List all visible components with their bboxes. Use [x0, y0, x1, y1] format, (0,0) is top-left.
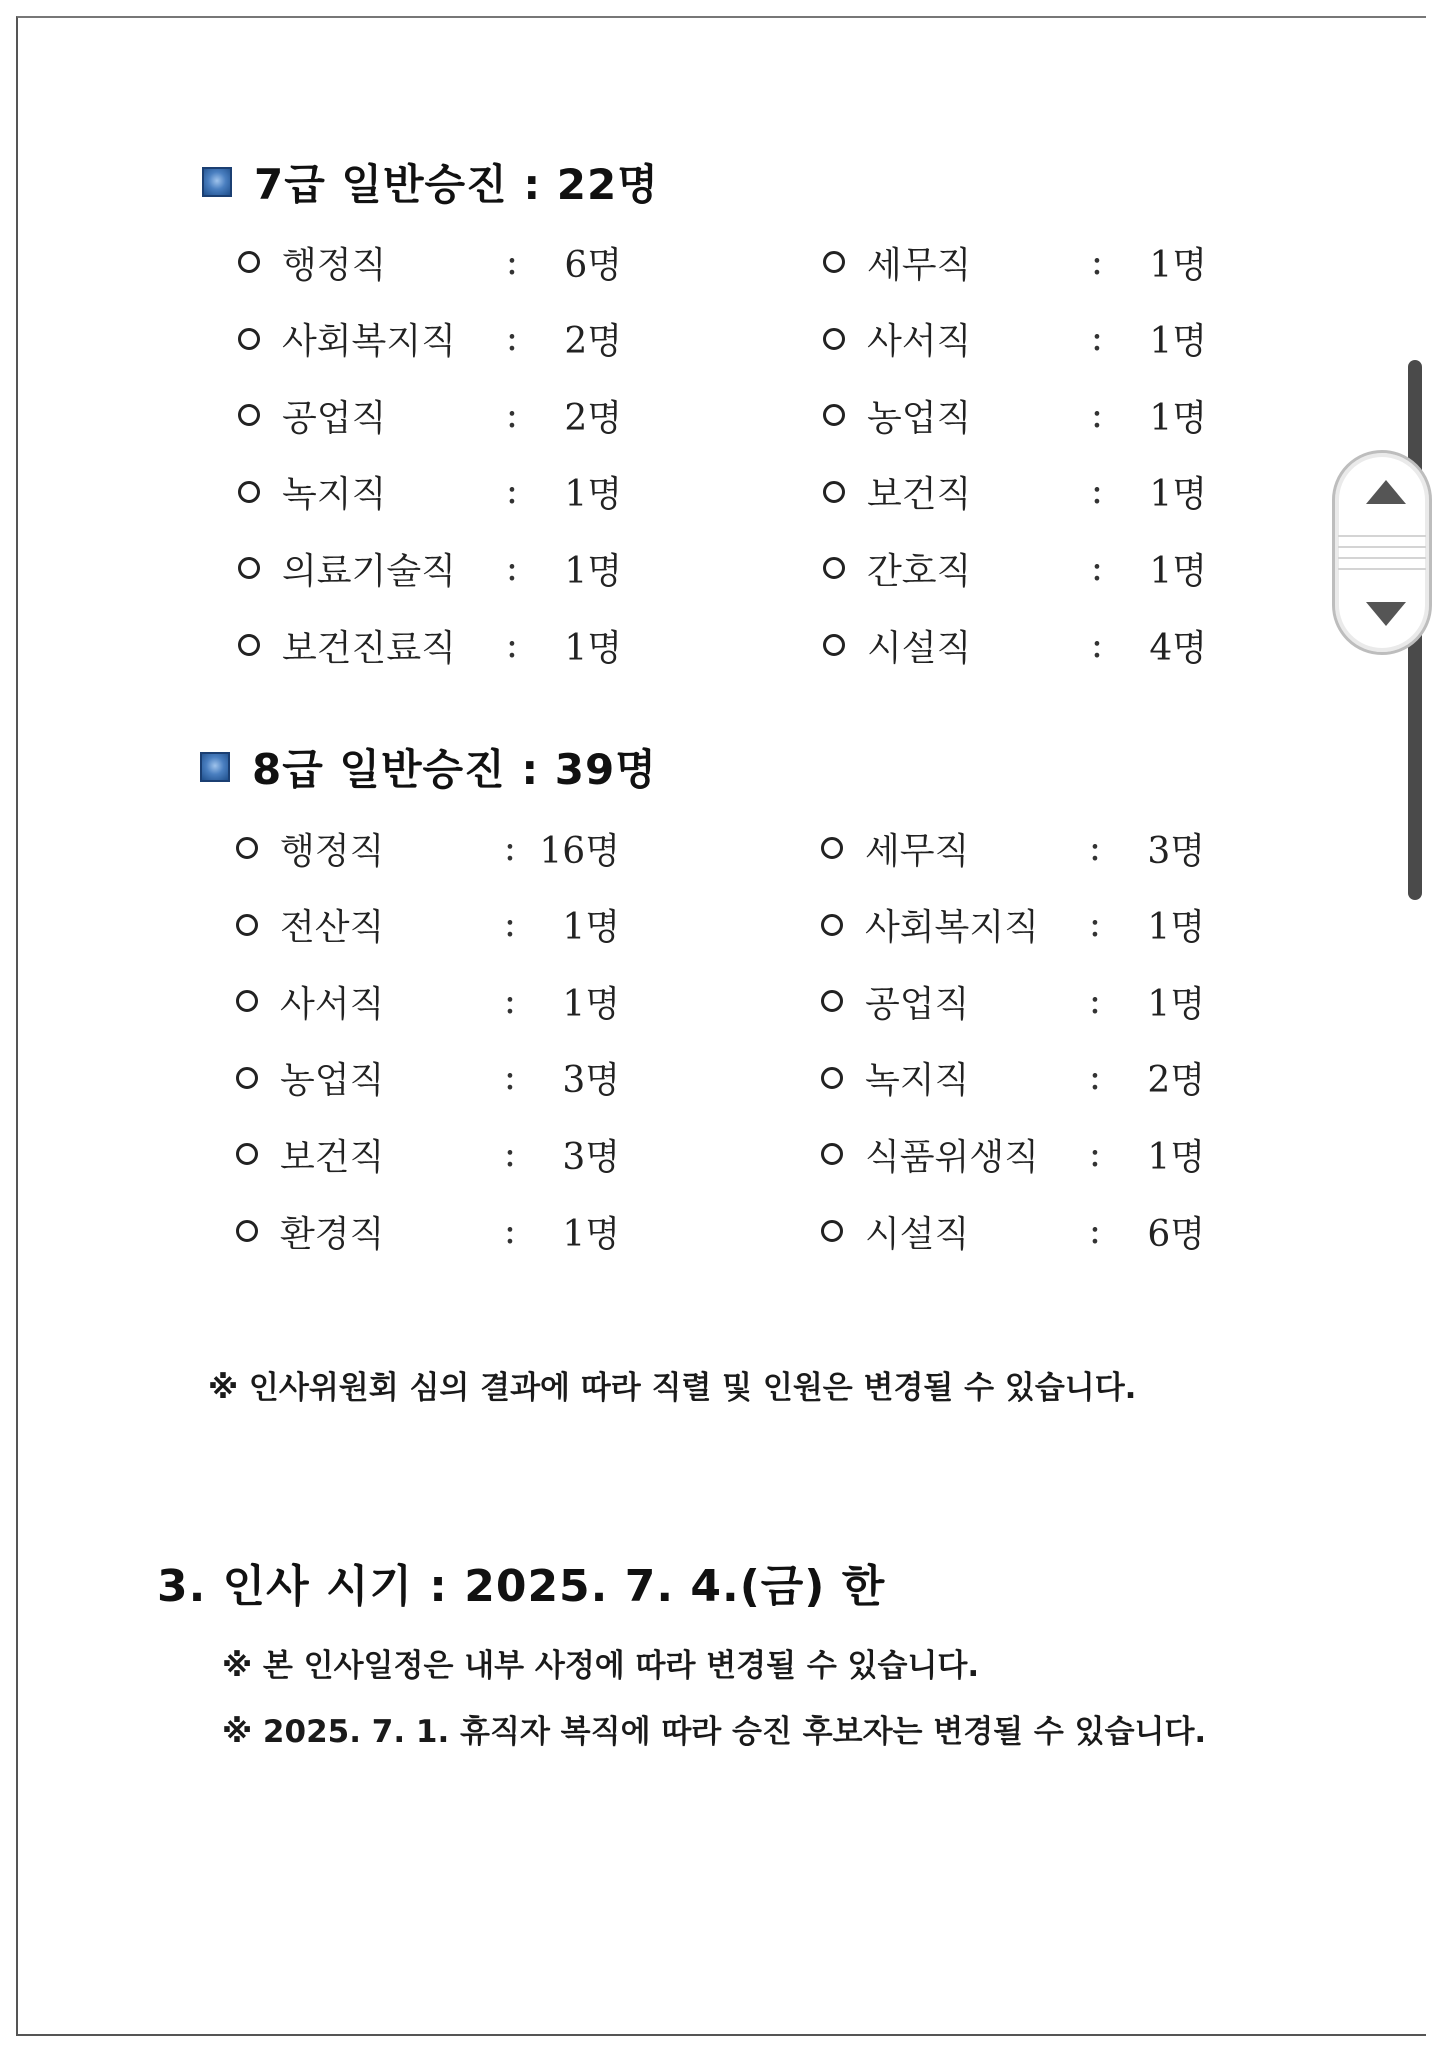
headcount: 6명	[1147, 1213, 1205, 1255]
circle-bullet-icon	[238, 404, 260, 426]
job-title: 식품위생직	[865, 1136, 1039, 1178]
circle-bullet-icon	[236, 1220, 258, 1242]
circle-bullet-icon	[236, 1143, 258, 1165]
headcount: 1명	[564, 550, 622, 592]
position-row	[238, 232, 622, 292]
colon-separator: :	[1090, 241, 1104, 283]
circle-bullet-icon	[823, 481, 845, 503]
position-row	[236, 1124, 620, 1184]
headcount: 1명	[1149, 550, 1207, 592]
circle-bullet-icon	[821, 1143, 843, 1165]
position-row	[236, 971, 620, 1031]
circle-bullet-icon	[821, 1220, 843, 1242]
job-title: 세무직	[867, 244, 972, 286]
job-title: 농업직	[867, 397, 972, 439]
headcount: 1명	[1149, 474, 1207, 516]
colon-separator: :	[1090, 318, 1104, 360]
colon-separator: :	[503, 827, 517, 869]
colon-separator: :	[1090, 471, 1104, 513]
colon-separator: :	[1088, 827, 1102, 869]
position-row	[238, 462, 622, 522]
position-row	[821, 1124, 1205, 1184]
colon-separator: :	[503, 980, 517, 1022]
section-title-text: 8급 일반승진 : 39명	[252, 745, 657, 794]
colon-separator: :	[1088, 1057, 1102, 1099]
headcount: 1명	[1147, 1136, 1205, 1178]
circle-bullet-icon	[823, 251, 845, 273]
circle-bullet-icon	[238, 557, 260, 579]
position-row	[236, 1048, 620, 1108]
circle-bullet-icon	[823, 557, 845, 579]
scroll-down-arrow-icon[interactable]	[1366, 602, 1406, 626]
position-row	[821, 1201, 1205, 1261]
circle-bullet-icon	[823, 404, 845, 426]
job-title: 사회복지직	[865, 907, 1039, 949]
timing-note-2: ※ 2025. 7. 1. 휴직자 복직에 따라 승진 후보자는 변경될 수 있습니다.	[222, 1714, 1207, 1750]
circle-bullet-icon	[823, 634, 845, 656]
circle-bullet-icon	[238, 328, 260, 350]
headcount: 3명	[1147, 830, 1205, 872]
headcount: 1명	[564, 474, 622, 516]
colon-separator: :	[505, 318, 519, 360]
circle-bullet-icon	[821, 990, 843, 1012]
colon-separator: :	[505, 547, 519, 589]
job-title: 시설직	[865, 1213, 970, 1255]
job-title: 사서직	[280, 983, 385, 1025]
job-title: 공업직	[282, 397, 387, 439]
colon-separator: :	[503, 1133, 517, 1175]
section-title-text: 7급 일반승진 : 22명	[254, 160, 659, 209]
blue-square-bullet-icon	[202, 167, 232, 197]
headcount: 1명	[562, 983, 620, 1025]
position-row	[236, 818, 620, 878]
position-row	[823, 385, 1207, 445]
headcount: 1명	[1147, 983, 1205, 1025]
position-row	[823, 615, 1207, 675]
headcount: 3명	[562, 1136, 620, 1178]
job-title: 보건직	[280, 1136, 385, 1178]
headcount: 2명	[564, 321, 622, 363]
job-title: 환경직	[280, 1213, 385, 1255]
circle-bullet-icon	[236, 837, 258, 859]
headcount: 1명	[562, 907, 620, 949]
job-title: 행정직	[280, 830, 385, 872]
position-row	[238, 538, 622, 598]
colon-separator: :	[1088, 904, 1102, 946]
position-row	[823, 232, 1207, 292]
circle-bullet-icon	[823, 328, 845, 350]
colon-separator: :	[1088, 1210, 1102, 1252]
job-title: 시설직	[867, 627, 972, 669]
headcount: 1명	[1149, 244, 1207, 286]
job-title: 농업직	[280, 1060, 385, 1102]
circle-bullet-icon	[238, 251, 260, 273]
colon-separator: :	[1090, 624, 1104, 666]
colon-separator: :	[1088, 980, 1102, 1022]
job-title: 녹지직	[282, 474, 387, 516]
scroll-grip-line	[1338, 557, 1426, 559]
change-note: ※ 인사위원회 심의 결과에 따라 직렬 및 인원은 변경될 수 있습니다.	[208, 1370, 1137, 1406]
job-title: 보건직	[867, 474, 972, 516]
position-row	[236, 1201, 620, 1261]
colon-separator: :	[505, 394, 519, 436]
circle-bullet-icon	[821, 914, 843, 936]
job-title: 행정직	[282, 244, 387, 286]
circle-bullet-icon	[236, 1067, 258, 1089]
headcount: 1명	[562, 1213, 620, 1255]
colon-separator: :	[503, 1210, 517, 1252]
colon-separator: :	[1090, 547, 1104, 589]
colon-separator: :	[503, 904, 517, 946]
job-title: 녹지직	[865, 1060, 970, 1102]
blue-square-bullet-icon	[200, 752, 230, 782]
position-row	[238, 615, 622, 675]
scroll-grip-line	[1338, 546, 1426, 548]
headcount: 4명	[1149, 627, 1207, 669]
timing-note-1: ※ 본 인사일정은 내부 사정에 따라 변경될 수 있습니다.	[222, 1648, 980, 1684]
scroll-up-arrow-icon[interactable]	[1366, 480, 1406, 504]
circle-bullet-icon	[236, 914, 258, 936]
circle-bullet-icon	[236, 990, 258, 1012]
position-row	[821, 971, 1205, 1031]
position-row	[238, 385, 622, 445]
position-row	[823, 538, 1207, 598]
circle-bullet-icon	[821, 837, 843, 859]
position-row	[821, 1048, 1205, 1108]
headcount: 2명	[1147, 1060, 1205, 1102]
job-title: 공업직	[865, 983, 970, 1025]
timing-heading: 3. 인사 시기 : 2025. 7. 4.(금) 한	[157, 1561, 886, 1612]
job-title: 전산직	[280, 907, 385, 949]
headcount: 3명	[562, 1060, 620, 1102]
colon-separator: :	[505, 241, 519, 283]
colon-separator: :	[503, 1057, 517, 1099]
position-row	[236, 895, 620, 955]
job-title: 보건진료직	[282, 627, 456, 669]
position-row	[238, 309, 622, 369]
headcount: 1명	[1149, 397, 1207, 439]
job-title: 사서직	[867, 321, 972, 363]
colon-separator: :	[505, 471, 519, 513]
position-row	[823, 462, 1207, 522]
circle-bullet-icon	[821, 1067, 843, 1089]
job-title: 의료기술직	[282, 550, 456, 592]
headcount: 1명	[564, 627, 622, 669]
section-title-grade7	[202, 152, 659, 212]
job-title: 간호직	[867, 550, 972, 592]
headcount: 1명	[1149, 321, 1207, 363]
position-row	[821, 895, 1205, 955]
scroll-grip-line	[1338, 568, 1426, 570]
headcount: 2명	[564, 397, 622, 439]
circle-bullet-icon	[238, 634, 260, 656]
position-row	[821, 818, 1205, 878]
job-title: 사회복지직	[282, 321, 456, 363]
position-row	[823, 309, 1207, 369]
headcount: 16명	[539, 830, 620, 872]
scroll-grip-line	[1338, 535, 1426, 537]
colon-separator: :	[1090, 394, 1104, 436]
circle-bullet-icon	[238, 481, 260, 503]
job-title: 세무직	[865, 830, 970, 872]
colon-separator: :	[505, 624, 519, 666]
headcount: 1명	[1147, 907, 1205, 949]
colon-separator: :	[1088, 1133, 1102, 1175]
section-title-grade8	[200, 737, 657, 797]
headcount: 6명	[564, 244, 622, 286]
